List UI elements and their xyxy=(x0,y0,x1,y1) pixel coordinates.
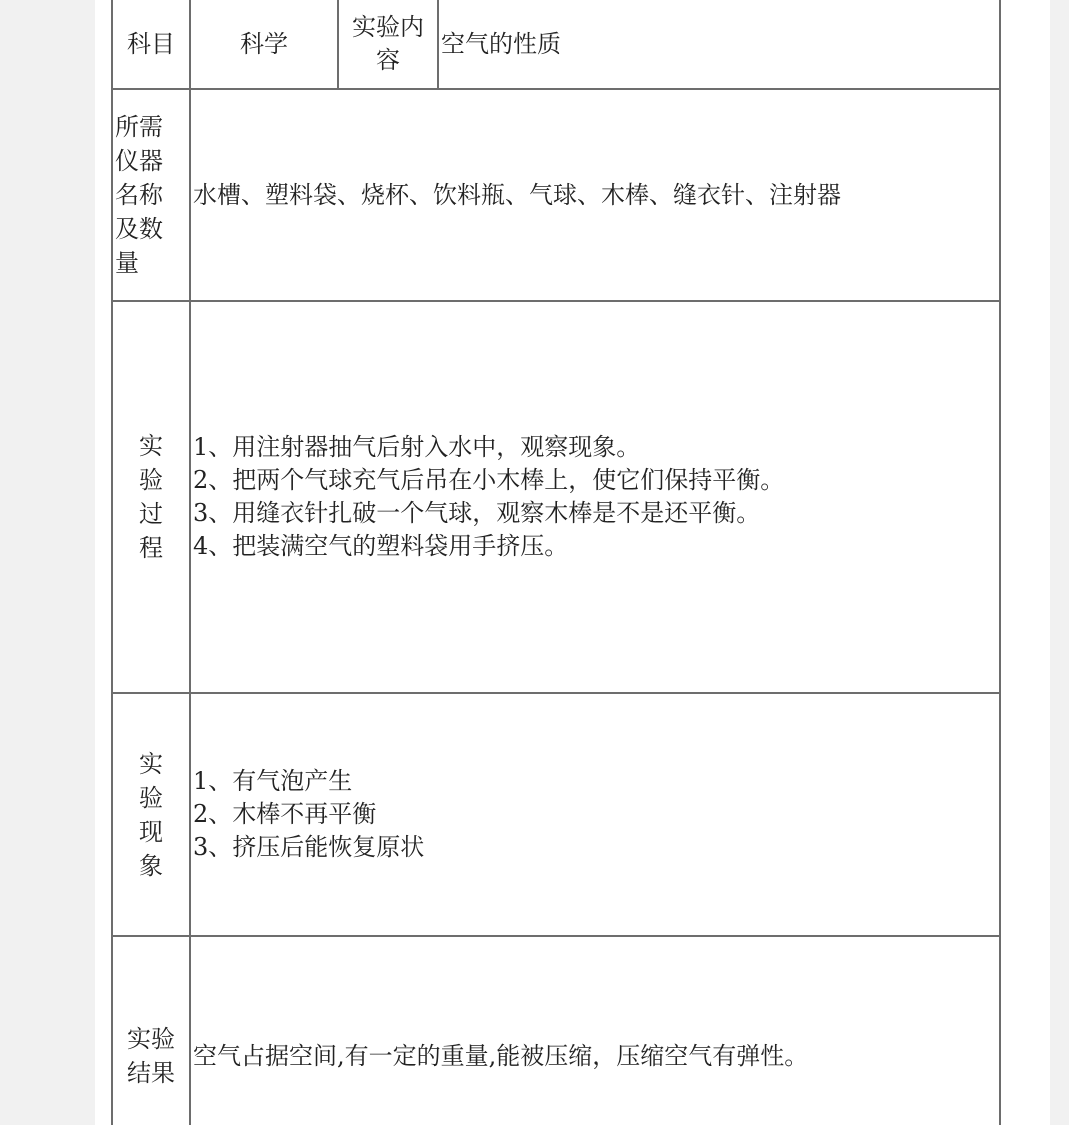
phenomenon-items xyxy=(190,693,1000,936)
subject-value: 科学 xyxy=(190,0,338,89)
process-label: 实验过程 xyxy=(139,432,163,562)
document-page xyxy=(95,0,1050,1125)
content-label: 实验内容 xyxy=(352,13,424,74)
phenomenon-label: 实验现象 xyxy=(139,749,163,880)
process-row xyxy=(112,301,1000,693)
phenomenon-row xyxy=(112,693,1000,936)
phenomenon-item: 3、挤压后能恢复原状 xyxy=(193,833,425,861)
content-value: 空气的性质 xyxy=(438,0,1000,89)
content-label-cell xyxy=(338,0,438,89)
result-label-cell xyxy=(112,936,190,1125)
phenomenon-label-cell xyxy=(112,693,190,936)
process-step: 1、用注射器抽气后射入水中，观察现象。 xyxy=(193,433,641,461)
process-label-cell xyxy=(112,301,190,693)
process-step: 2、把两个气球充气后吊在小木棒上，使它们保持平衡。 xyxy=(193,466,785,494)
phenomenon-item: 2、木棒不再平衡 xyxy=(193,800,377,828)
equipment-value: 水槽、塑料袋、烧杯、饮料瓶、气球、木棒、缝衣针、注射器 xyxy=(190,89,1000,301)
result-label: 实验结果 xyxy=(127,1025,175,1087)
result-value: 空气占据空间,有一定的重量,能被压缩，压缩空气有弹性。 xyxy=(190,936,1000,1125)
equipment-label-cell xyxy=(112,89,190,301)
experiment-record-table xyxy=(111,0,1001,1125)
header-row xyxy=(112,0,1000,89)
process-step: 3、用缝衣针扎破一个气球，观察木棒是不是还平衡。 xyxy=(193,499,761,527)
subject-label: 科目 xyxy=(112,0,190,89)
equipment-label: 所需仪器名称及数量 xyxy=(115,113,163,277)
process-step: 4、把装满空气的塑料袋用手挤压。 xyxy=(193,532,569,560)
process-steps xyxy=(190,301,1000,693)
equipment-row xyxy=(112,89,1000,301)
result-row xyxy=(112,936,1000,1125)
phenomenon-item: 1、有气泡产生 xyxy=(193,767,353,795)
